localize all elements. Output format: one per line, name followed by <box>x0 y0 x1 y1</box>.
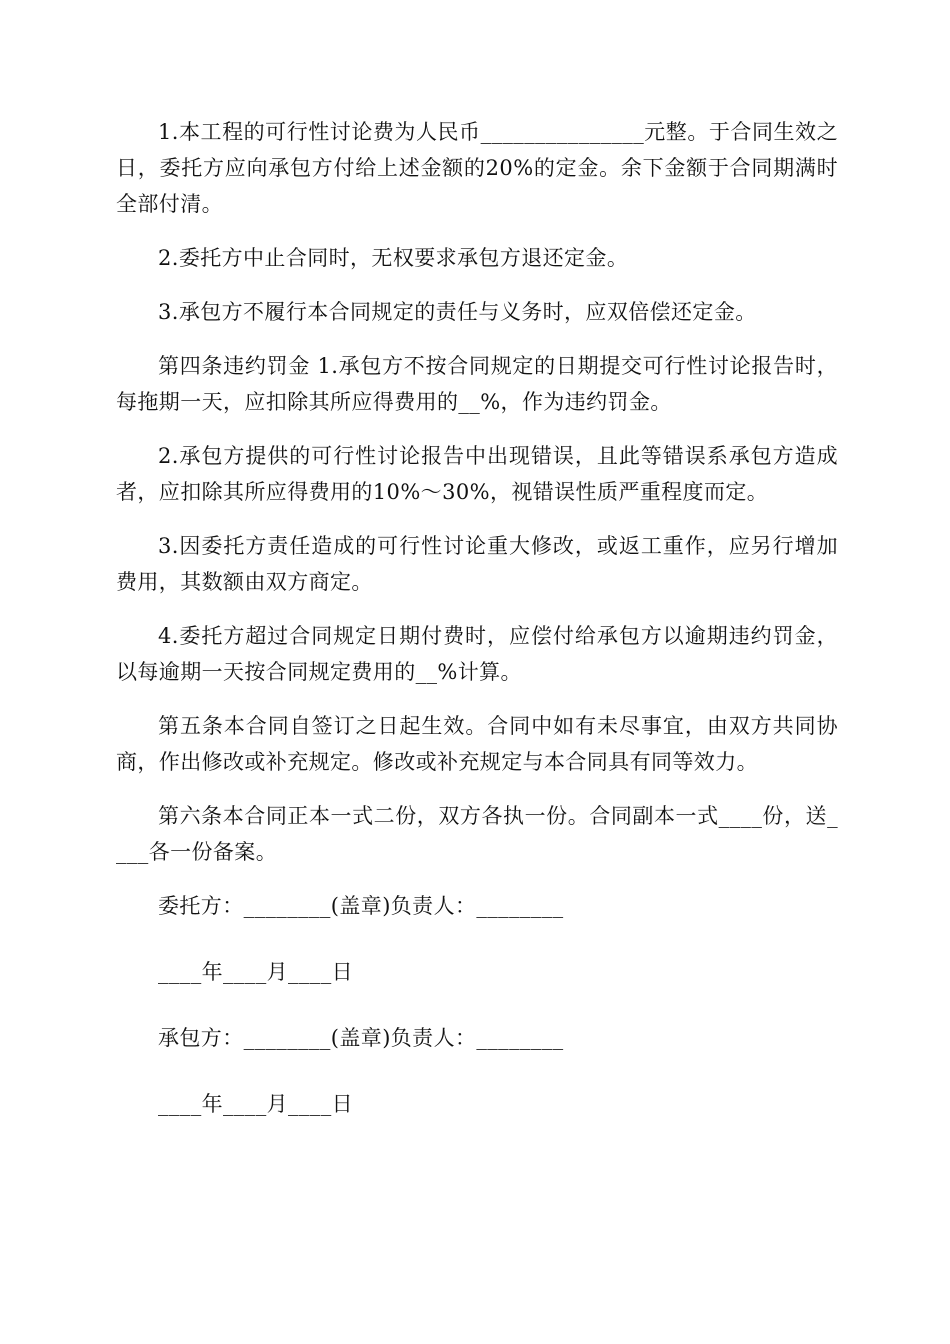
paragraph-article-4-penalty: 第四条违约罚金 1.承包方不按合同规定的日期提交可行性讨论报告时，每拖期一天，应扣除其所应得费用的__%，作为违约罚金。 <box>116 354 838 414</box>
signature-contractor-date: ____年____月____日 <box>158 1092 353 1116</box>
paragraph-client-terminate: 2.委托方中止合同时，无权要求承包方退还定金。 <box>158 246 629 270</box>
signature-client-date: ____年____月____日 <box>158 960 353 984</box>
paragraph-major-revision: 3.因委托方责任造成的可行性讨论重大修改，或返工重作，应另行增加费用，其数额由双方商定。 <box>116 534 838 594</box>
paragraph-late-payment: 4.委托方超过合同规定日期付费时，应偿付给承包方以逾期违约罚金，以每逾期一天按合同规定费用的__%计算。 <box>116 624 838 684</box>
paragraph-report-errors: 2.承包方提供的可行性讨论报告中出现错误，且此等错误系承包方造成者，应扣除其所应得费用的10%～30%，视错误性质严重程度而定。 <box>116 444 838 504</box>
signature-contractor-line: 承包方：________(盖章)负责人：________ <box>158 1026 564 1050</box>
paragraph-contractor-default: 3.承包方不履行本合同规定的责任与义务时，应双倍偿还定金。 <box>158 300 757 324</box>
signature-client-line: 委托方：________(盖章)负责人：________ <box>158 894 564 918</box>
paragraph-article-6-copies: 第六条本合同正本一式二份，双方各执一份。合同副本一式____份，送____各一份备案。 <box>116 804 838 864</box>
document-body <box>116 114 838 1152</box>
paragraph-article-5-effective: 第五条本合同自签订之日起生效。合同中如有未尽事宜，由双方共同协商，作出修改或补充规定。修改或补充规定与本合同具有同等效力。 <box>116 714 838 774</box>
paragraph-fee: 1.本工程的可行性讨论费为人民币_______________元整。于合同生效之日，委托方应向承包方付给上述金额的20%的定金。余下金额于合同期满时全部付清。 <box>116 120 838 216</box>
